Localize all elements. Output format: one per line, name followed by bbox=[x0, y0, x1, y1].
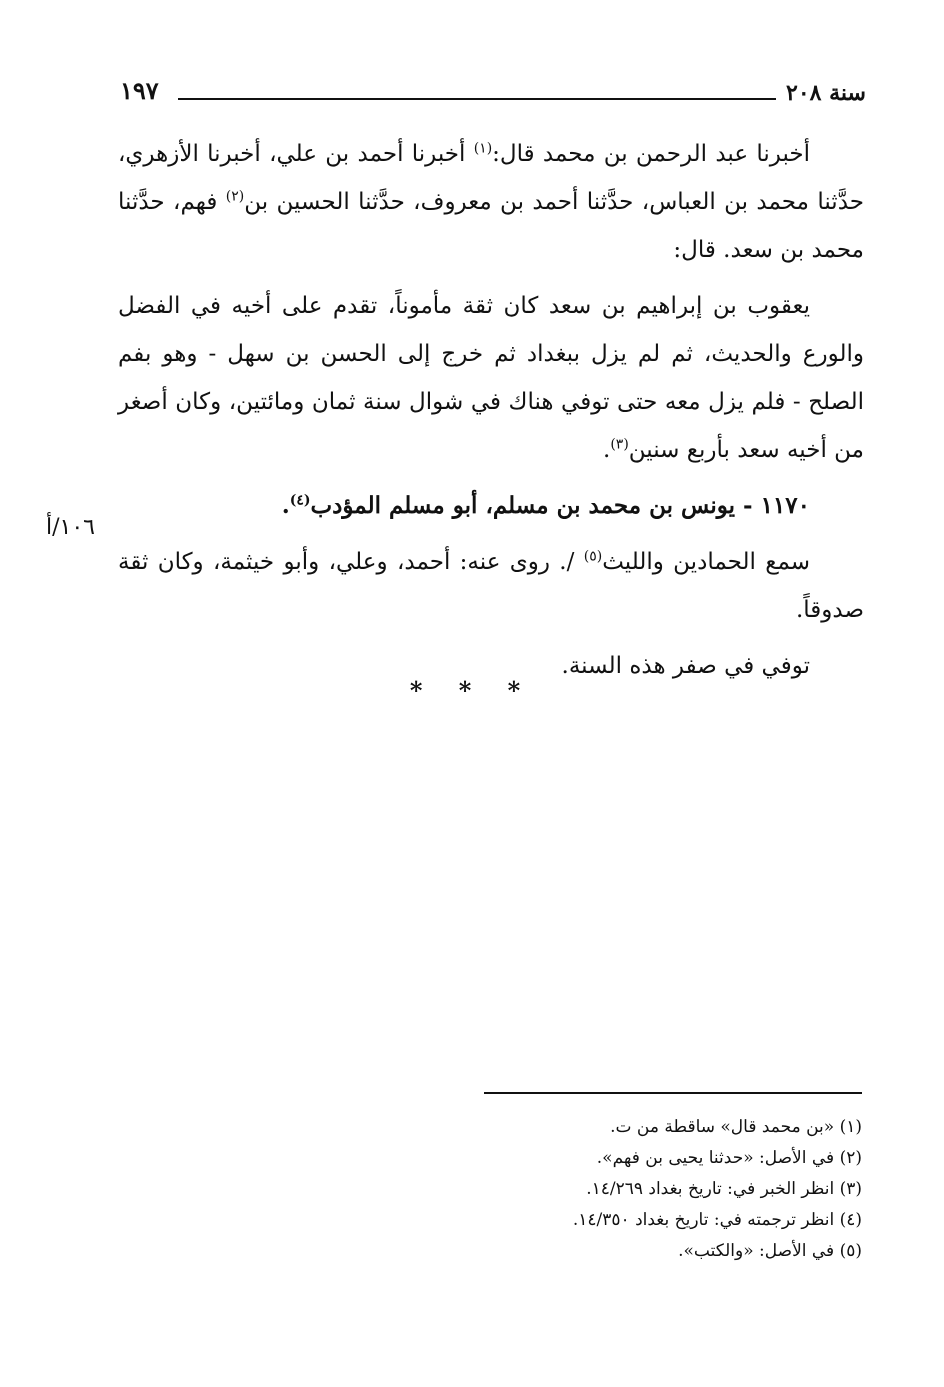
entry-heading bbox=[118, 482, 864, 530]
footnotes bbox=[300, 1112, 862, 1267]
paragraph-biography bbox=[118, 282, 864, 474]
paragraph-isnad bbox=[118, 130, 864, 274]
main-text bbox=[118, 130, 864, 698]
paragraph-narrators bbox=[118, 538, 864, 634]
header-rule bbox=[178, 98, 776, 100]
paragraph-text: . bbox=[603, 437, 611, 463]
section-separator: * * * bbox=[409, 676, 535, 705]
paragraph-text: /. روى عنه: أحمد، وعلي، وأبو خيثمة، وكان ثقة صدوقاً. bbox=[118, 549, 864, 623]
footnote-marker[interactable]: (١) bbox=[473, 140, 493, 157]
footnote-marker[interactable]: (٤) bbox=[289, 492, 311, 509]
footnote-marker[interactable]: (٥) bbox=[583, 548, 603, 565]
footnote-item: (١) «بن محمد قال» ساقطة من ت. bbox=[610, 1117, 862, 1137]
manuscript-folio-ref: ١٠٦/أ bbox=[46, 515, 95, 540]
paragraph-text: فهم، حدَّثنا محمد بن سعد. قال: bbox=[118, 189, 864, 263]
paragraph-death: توفي في صفر هذه السنة. bbox=[561, 653, 810, 679]
footnote-item: (٣) انظر الخبر في: تاريخ بغداد ١٤/٢٦٩. bbox=[586, 1179, 862, 1199]
footnote-item: (٢) في الأصل: «حدثنا يحيى بن فهم». bbox=[596, 1148, 862, 1168]
footnote-marker[interactable]: (٣) bbox=[610, 436, 629, 453]
footnote-marker[interactable]: (٢) bbox=[225, 188, 245, 205]
footnote-item: (٥) في الأصل: «والكتب». bbox=[678, 1241, 862, 1261]
running-title: سنة ٢٠٨ bbox=[786, 80, 866, 106]
entry-title: . bbox=[281, 492, 290, 519]
page-header bbox=[110, 76, 866, 116]
paragraph-text: أخبرنا أحمد بن علي، أخبرنا الأزهري، حدَّثنا محمد بن العباس، حدَّثنا أحمد بن معروف، حدَّثنا الحسين بن bbox=[118, 141, 864, 215]
paragraph-text: أخبرنا عبد الرحمن بن محمد قال: bbox=[492, 141, 810, 167]
entry-title: ١١٧٠ - يونس بن محمد بن مسلم، أبو مسلم المؤدب bbox=[310, 492, 810, 519]
paragraph-text: يعقوب بن إبراهيم بن سعد كان ثقة مأموناً، تقدم على أخيه في الفضل والورع والحديث، ثم لم يزل ببغداد ثم خرج إلى الحسن بن سهل - وهو بفم الصلح - فلم يزل معه حتى توفي هناك في شوال سنة ثمان ومائتين، وكان أصغر من أخيه سعد بأربع سنين bbox=[118, 293, 864, 463]
page-number: ١٩٧ bbox=[120, 76, 159, 105]
footnote-rule bbox=[484, 1092, 862, 1094]
footnote-item: (٤) انظر ترجمته في: تاريخ بغداد ١٤/٣٥٠. bbox=[572, 1210, 862, 1230]
paragraph-text: سمع الحمادين والليث bbox=[602, 549, 811, 575]
